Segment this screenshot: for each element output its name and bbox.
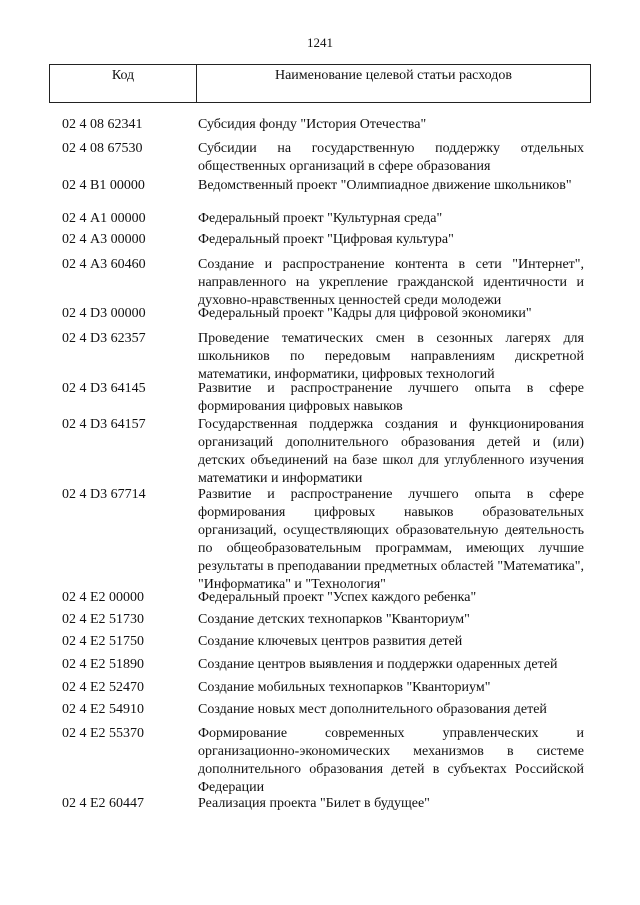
row-code: 02 4 D3 00000 bbox=[62, 306, 146, 321]
row-name: Федеральный проект "Цифровая культура" bbox=[198, 232, 454, 247]
row-code: 02 4 D3 67714 bbox=[62, 487, 146, 502]
row-name: Ведомственный проект "Олимпиадное движение школьников" bbox=[198, 178, 572, 193]
row-code: 02 4 А3 60460 bbox=[62, 257, 146, 272]
row-name: Федеральный проект "Кадры для цифровой экономики" bbox=[198, 306, 532, 321]
row-code: 02 4 E2 51890 bbox=[62, 657, 145, 672]
row-code: 02 4 D3 64145 bbox=[62, 381, 146, 396]
row-code: 02 4 В1 00000 bbox=[62, 178, 145, 193]
row-name: Создание новых мест дополнительного образования детей bbox=[198, 702, 547, 717]
row-name: Формирование современных управленческих и организационно-экономических механизмов в системе дополнительного образования детей в субъектах Российской Федерации bbox=[198, 726, 584, 795]
row-code: 02 4 E2 55370 bbox=[62, 726, 145, 741]
row-name: Субсидии на государственную поддержку отдельных общественных организаций в сфере образования bbox=[198, 141, 584, 174]
row-code: 02 4 E2 52470 bbox=[62, 680, 145, 695]
row-name: Развитие и распространение лучшего опыта в сфере формирования цифровых навыков образовательных организаций, осуществляющих образовательную деятельность по общеобразовательным программам, имеющих лучшие результаты в преподавании предметных областей "Математика", "Информатика" и "Технология" bbox=[198, 487, 584, 592]
row-name: Субсидия фонду "История Отечества" bbox=[198, 117, 427, 132]
row-name: Проведение тематических смен в сезонных лагерях для школьников по передовым направлениям дискретной математики, информатики, цифровых технологий bbox=[198, 331, 584, 382]
row-code: 02 4 А1 00000 bbox=[62, 211, 146, 226]
row-code: 02 4 E2 54910 bbox=[62, 702, 145, 717]
row-code: 02 4 А3 00000 bbox=[62, 232, 146, 247]
row-name: Федеральный проект "Успех каждого ребенка" bbox=[198, 590, 477, 605]
row-name: Государственная поддержка создания и функционирования организаций дополнительного образования детей и (или) детских объединений на базе школ для углубленного изучения математики и информатики bbox=[198, 417, 584, 486]
row-code: 02 4 08 67530 bbox=[62, 141, 143, 156]
column-header-name: Наименование целевой статьи расходов bbox=[274, 68, 513, 83]
row-name: Развитие и распространение лучшего опыта в сфере формирования цифровых навыков bbox=[198, 381, 584, 414]
row-name: Реализация проекта "Билет в будущее" bbox=[198, 796, 430, 811]
row-name: Федеральный проект "Культурная среда" bbox=[198, 211, 443, 226]
row-name: Создание и распространение контента в сети "Интернет", направленного на укрепление гражданской идентичности и духовно-нравственных ценностей среди молодежи bbox=[198, 257, 584, 308]
row-name: Создание детских технопарков "Кванториум" bbox=[198, 612, 470, 627]
row-code: 02 4 E2 60447 bbox=[62, 796, 145, 811]
row-name: Создание мобильных технопарков "Кванториум" bbox=[198, 680, 491, 695]
row-code: 02 4 D3 64157 bbox=[62, 417, 146, 432]
row-code: 02 4 D3 62357 bbox=[62, 331, 146, 346]
row-code: 02 4 E2 00000 bbox=[62, 590, 145, 605]
table-header bbox=[49, 64, 591, 103]
row-name: Создание центров выявления и поддержки одаренных детей bbox=[198, 657, 558, 672]
row-code: 02 4 E2 51750 bbox=[62, 634, 145, 649]
page-number: 1241 bbox=[307, 35, 333, 50]
row-code: 02 4 08 62341 bbox=[62, 117, 143, 132]
row-code: 02 4 E2 51730 bbox=[62, 612, 145, 627]
row-name: Создание ключевых центров развития детей bbox=[198, 634, 463, 649]
column-header-code: Код bbox=[50, 65, 197, 102]
